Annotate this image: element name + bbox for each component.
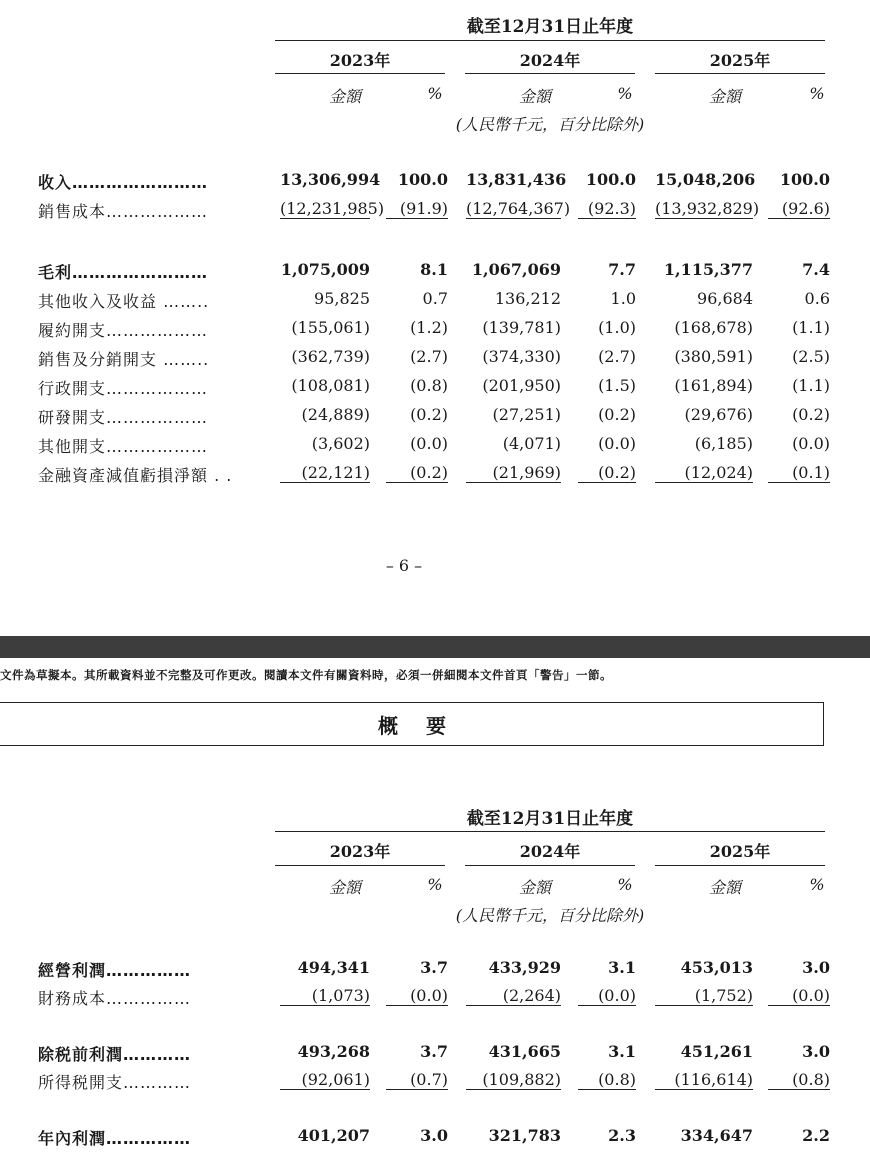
percent-cell: (0.8): [768, 1070, 830, 1090]
amount-header: 金額: [708, 87, 741, 106]
amount-cell: (12,231,985): [280, 199, 385, 218]
row-label: 銷售成本………………: [38, 202, 209, 221]
amount-cell: (1,073): [280, 986, 370, 1006]
percent-cell: (0.7): [386, 1070, 448, 1090]
page-number: – 6 –: [385, 556, 423, 575]
table-row: [0, 1042, 870, 1068]
year-header: 2024年: [519, 51, 581, 70]
row-label: 銷售及分銷開支 ……..: [38, 350, 210, 369]
amount-cell: 15,048,206: [655, 170, 756, 189]
row-label: 其他開支………………: [38, 437, 209, 456]
percent-header: %: [617, 875, 633, 894]
year-header: 2025年: [709, 842, 771, 861]
amount-cell: 334,647: [680, 1126, 753, 1145]
row-label: 金融資產減值虧損淨額 . .: [38, 466, 233, 485]
percent-cell: (0.0): [792, 434, 830, 453]
amount-cell: (24,889): [301, 405, 370, 424]
percent-cell: 100.0: [585, 170, 636, 189]
percent-cell: (1.1): [792, 376, 830, 395]
amount-cell: (92,061): [280, 1070, 370, 1090]
amount-header: 金額: [518, 878, 551, 897]
percent-cell: (2.7): [598, 347, 636, 366]
year-header: 2023年: [329, 51, 391, 70]
amount-cell: 321,783: [488, 1126, 561, 1145]
divider: [655, 73, 825, 74]
row-label: 經營利潤……………: [38, 961, 192, 980]
percent-cell: (0.1): [768, 463, 830, 483]
percent-header: %: [809, 84, 825, 103]
percent-cell: (0.2): [792, 405, 830, 424]
divider: [655, 865, 825, 866]
unit-note: (人民幣千元，百分比除外): [455, 115, 645, 134]
amount-cell: (27,251): [492, 405, 561, 424]
percent-cell: (91.9): [386, 199, 448, 219]
percent-header: %: [809, 875, 825, 894]
amount-cell: (4,071): [502, 434, 561, 453]
table-row: [0, 958, 870, 984]
percent-cell: 100.0: [397, 170, 448, 189]
draft-warning-banner: 文件為草擬本。其所載資料並不完整及可作更改。閱讀本文件有關資料時，必須一併細閱本文件首頁「警告」一節。: [0, 668, 612, 682]
page-header-band: [0, 636, 870, 658]
amount-header: 金額: [328, 87, 361, 106]
table-row: [0, 405, 870, 431]
percent-cell: 3.7: [420, 1042, 448, 1061]
percent-cell: 3.0: [420, 1126, 448, 1145]
percent-cell: (2.5): [792, 347, 830, 366]
percent-cell: 3.0: [802, 1042, 830, 1061]
section-title: 概要: [378, 714, 474, 738]
percent-cell: 7.4: [802, 260, 830, 279]
amount-cell: (139,781): [482, 318, 561, 337]
table-row: [0, 260, 870, 286]
period-header: 截至12月31日止年度: [466, 17, 634, 37]
amount-cell: (1,752): [655, 986, 753, 1006]
percent-cell: 100.0: [779, 170, 830, 189]
row-label: 履約開支………………: [38, 321, 209, 340]
percent-cell: (92.6): [768, 199, 830, 219]
percent-cell: 1.0: [610, 289, 636, 308]
percent-cell: (0.8): [578, 1070, 636, 1090]
percent-cell: (0.8): [410, 376, 448, 395]
amount-cell: 401,207: [297, 1126, 370, 1145]
year-header: 2023年: [329, 842, 391, 861]
amount-header: 金額: [328, 878, 361, 897]
percent-cell: (0.0): [386, 986, 448, 1006]
divider: [275, 73, 445, 74]
row-label: 毛利……………………: [38, 263, 209, 282]
row-label: 行政開支………………: [38, 379, 209, 398]
period-header: 截至12月31日止年度: [466, 809, 634, 829]
row-label: 其他收入及收益 ……..: [38, 292, 210, 311]
amount-cell: (108,081): [291, 376, 370, 395]
amount-cell: (374,330): [482, 347, 561, 366]
divider: [275, 40, 825, 41]
percent-header: %: [427, 84, 443, 103]
table-row: [0, 1126, 870, 1152]
table-row: [0, 318, 870, 344]
amount-cell: (22,121): [280, 463, 370, 483]
percent-cell: (1.2): [410, 318, 448, 337]
amount-cell: (380,591): [674, 347, 753, 366]
percent-cell: (0.2): [386, 463, 448, 483]
percent-cell: 2.3: [608, 1126, 636, 1145]
divider: [275, 865, 445, 866]
amount-cell: 493,268: [297, 1042, 370, 1061]
percent-cell: 3.1: [608, 958, 636, 977]
unit-note: (人民幣千元，百分比除外): [455, 906, 645, 925]
row-label: 年內利潤……………: [38, 1129, 192, 1148]
percent-cell: (1.0): [598, 318, 636, 337]
amount-cell: 433,929: [488, 958, 561, 977]
percent-cell: (1.5): [598, 376, 636, 395]
percent-header: %: [427, 875, 443, 894]
amount-cell: (12,764,367): [466, 199, 571, 218]
table-row: [0, 463, 870, 489]
amount-cell: 1,075,009: [280, 260, 370, 279]
table-row: [0, 170, 870, 196]
row-label: 除税前利潤…………: [38, 1045, 192, 1064]
amount-cell: (13,932,829): [655, 199, 760, 218]
amount-cell: (161,894): [674, 376, 753, 395]
amount-header: 金額: [708, 878, 741, 897]
amount-cell: (168,678): [674, 318, 753, 337]
percent-header: %: [617, 84, 633, 103]
amount-cell: (109,882): [466, 1070, 561, 1090]
row-label: 財務成本……………: [38, 989, 192, 1008]
amount-cell: 431,665: [488, 1042, 561, 1061]
percent-cell: 3.7: [420, 958, 448, 977]
percent-cell: 8.1: [420, 260, 448, 279]
divider: [465, 73, 635, 74]
amount-header: 金額: [518, 87, 551, 106]
year-header: 2025年: [709, 51, 771, 70]
amount-cell: 1,115,377: [663, 260, 753, 279]
amount-cell: (21,969): [466, 463, 561, 483]
table-row: [0, 1070, 870, 1096]
year-header: 2024年: [519, 842, 581, 861]
amount-cell: (116,614): [655, 1070, 753, 1090]
percent-cell: (0.0): [578, 986, 636, 1006]
table-row: [0, 986, 870, 1012]
table-row: [0, 289, 870, 315]
percent-cell: 0.6: [804, 289, 830, 308]
divider: [275, 831, 825, 832]
table-row: [0, 434, 870, 460]
percent-cell: 3.0: [802, 958, 830, 977]
amount-cell: 1,067,069: [471, 260, 561, 279]
percent-cell: (1.1): [792, 318, 830, 337]
percent-cell: 7.7: [608, 260, 636, 279]
amount-cell: 136,212: [494, 289, 561, 308]
percent-cell: (2.7): [410, 347, 448, 366]
percent-cell: 2.2: [802, 1126, 830, 1145]
row-label: 研發開支………………: [38, 408, 209, 427]
amount-cell: (3,602): [311, 434, 370, 453]
amount-cell: 453,013: [680, 958, 753, 977]
amount-cell: (201,950): [482, 376, 561, 395]
divider: [465, 865, 635, 866]
percent-cell: (0.0): [768, 986, 830, 1006]
amount-cell: (29,676): [684, 405, 753, 424]
percent-cell: (0.0): [410, 434, 448, 453]
amount-cell: 96,684: [697, 289, 753, 308]
amount-cell: (155,061): [291, 318, 370, 337]
percent-cell: (0.2): [578, 463, 636, 483]
amount-cell: 494,341: [297, 958, 370, 977]
row-label: 收入……………………: [38, 173, 209, 192]
percent-cell: 0.7: [422, 289, 448, 308]
percent-cell: 3.1: [608, 1042, 636, 1061]
row-label: 所得税開支…………: [38, 1073, 192, 1092]
amount-cell: (6,185): [694, 434, 753, 453]
amount-cell: (12,024): [655, 463, 753, 483]
percent-cell: (0.2): [410, 405, 448, 424]
percent-cell: (0.2): [598, 405, 636, 424]
table-row: [0, 199, 870, 225]
percent-cell: (0.0): [598, 434, 636, 453]
amount-cell: 451,261: [680, 1042, 753, 1061]
amount-cell: 95,825: [314, 289, 370, 308]
table-row: [0, 347, 870, 373]
amount-cell: 13,306,994: [280, 170, 381, 189]
percent-cell: (92.3): [578, 199, 636, 219]
amount-cell: (362,739): [291, 347, 370, 366]
amount-cell: (2,264): [466, 986, 561, 1006]
table-row: [0, 376, 870, 402]
amount-cell: 13,831,436: [466, 170, 567, 189]
